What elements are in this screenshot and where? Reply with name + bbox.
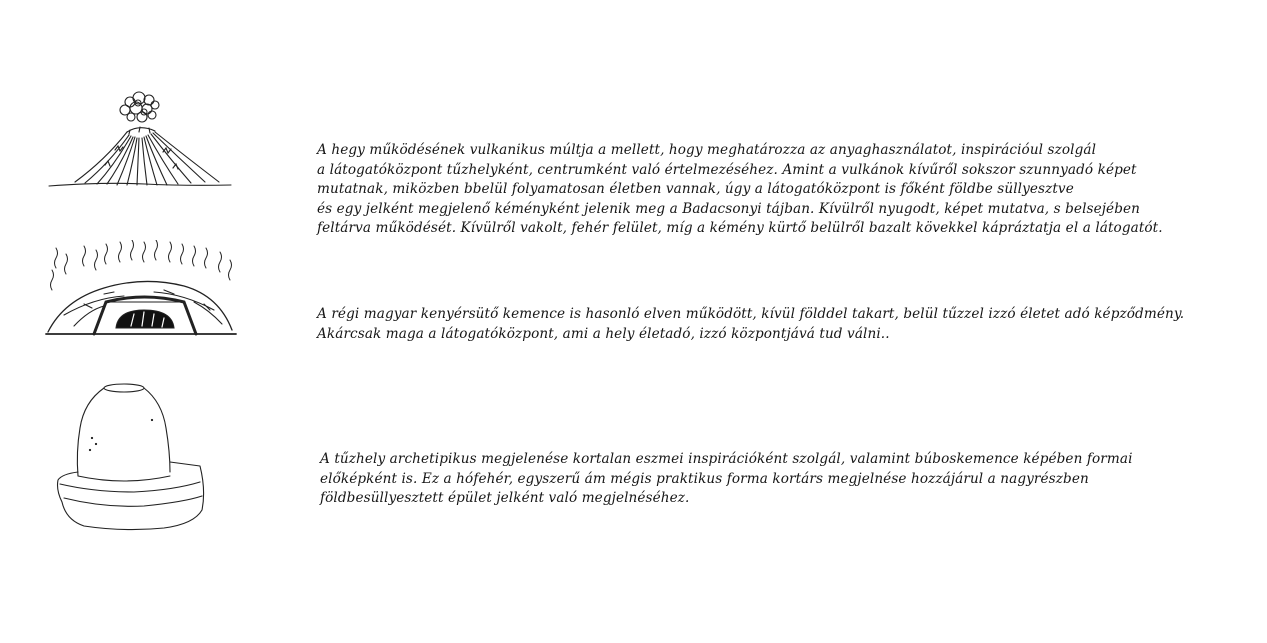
dome-oven-paragraph — [320, 450, 1133, 509]
text-line: Akárcsak maga a látogatóközpont, ami a hely életadó, izzó központjává tud válni.. — [317, 325, 890, 342]
volcano-sketch-icon — [45, 90, 235, 190]
text-line: feltárva működését. Kívülről vakolt, fehér felület, míg a kémény kürtő belülről bazalt kövekkel kápráztatja el a látogatót. — [317, 220, 1163, 237]
dome-oven-sketch-icon — [54, 380, 214, 535]
bread-oven-sketch-icon — [44, 240, 239, 340]
text-line: és egy jelként megjelenő kéményként jelenik meg a Badacsonyi tájban. Kívülről nyugodt, képet mutatva, s belsejében — [317, 200, 1141, 217]
text-line: mutatnak, miközben bbelül folyamatosan életben vannak, úgy a látogatóközpont is főként földbe süllyesztve — [317, 181, 1074, 198]
text-line: földbesüllyesztett épület jelként való megjelnéséhez. — [320, 490, 690, 507]
volcano-paragraph — [317, 141, 1163, 239]
text-line: a látogatóközpont tűzhelyként, centrumként való értelmezéséhez. Amint a vulkánok kívűről sokszor szunnyadó képet — [317, 161, 1137, 178]
text-line: előképként is. Ez a hófehér, egyszerű ám mégis praktikus forma kortárs megjelnése hozzájárul a nagyrészben — [320, 470, 1089, 487]
text-line: A tűzhely archetipikus megjelenése kortalan eszmei inspirációként szolgál, valamint búboskemence képében formai — [320, 451, 1133, 467]
text-line: A régi magyar kenyérsütő kemence is hasonló elven működött, kívül földdel takart, belül tűzzel izzó életet adó képződmény. — [317, 306, 1185, 322]
bread-oven-paragraph — [317, 305, 1184, 344]
text-line: A hegy működésének vulkanikus múltja a mellett, hogy meghatározza az anyaghasználatot, inspirációul szolgál — [317, 142, 1097, 158]
